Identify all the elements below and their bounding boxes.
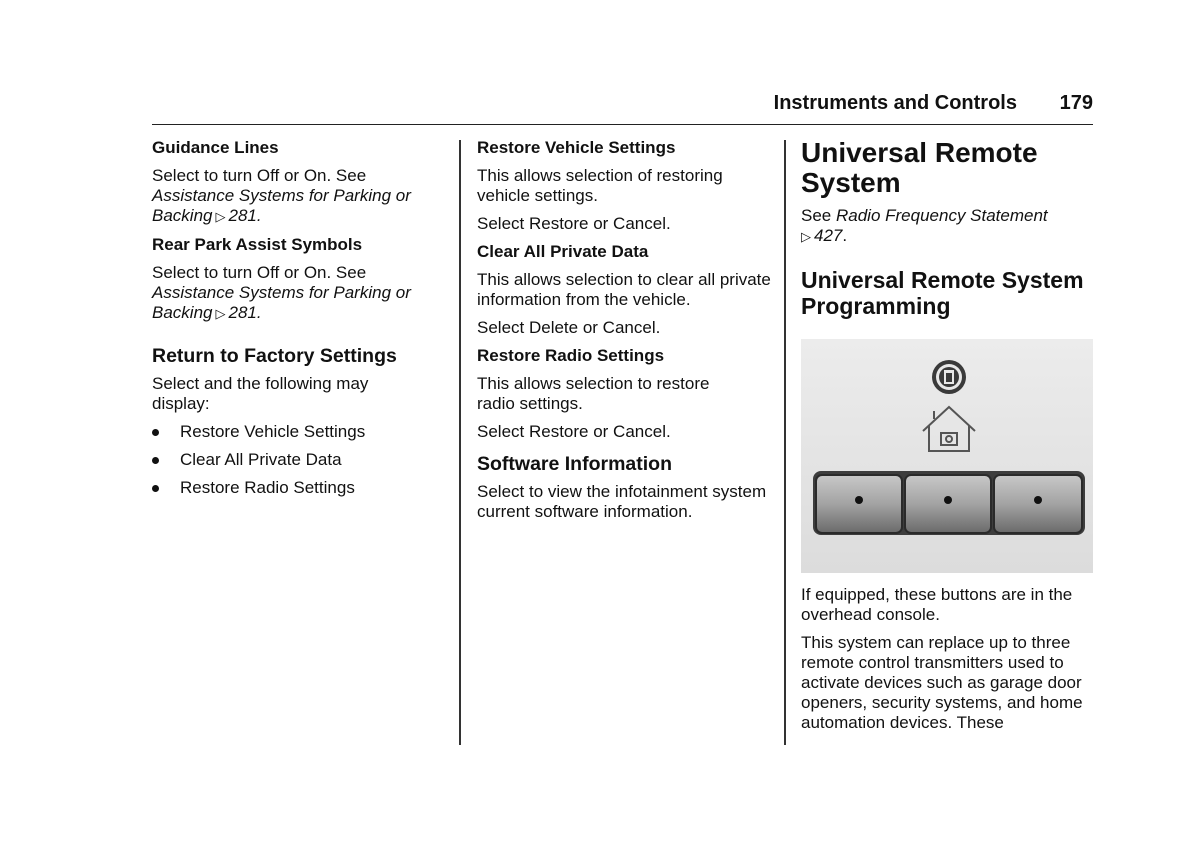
column-divider: [459, 140, 461, 745]
page-header: [152, 88, 1093, 125]
bullet-icon: [152, 457, 159, 464]
overhead-console-illustration: [801, 339, 1093, 573]
heading-software-information: Software Information: [477, 453, 673, 475]
restore-vehicle-text: This allows selection of restoring vehicle settings.: [477, 166, 723, 205]
see-reference: See Radio Frequency Statement ▷ 427.: [801, 206, 1048, 245]
clear-private-select: Select Delete or Cancel.: [477, 318, 661, 337]
bullet-icon: [152, 485, 159, 492]
remote-button-group: [813, 471, 1085, 535]
software-text: Select to view the infotainment system current software information.: [477, 482, 767, 521]
overhead-console-text: If equipped, these buttons are in the overhead console.: [801, 585, 1073, 624]
page-ref-icon: ▷: [215, 306, 226, 321]
section-title: Instruments and Controls: [773, 92, 1017, 114]
restore-radio-select: Select Restore or Cancel.: [477, 422, 671, 441]
subheading-restore-vehicle: Restore Vehicle Settings: [477, 138, 676, 157]
console-figure: [801, 339, 1093, 573]
column-divider: [784, 140, 786, 745]
subheading-clear-private-data: Clear All Private Data: [477, 242, 649, 261]
page-ref-icon: ▷: [215, 209, 226, 224]
guidance-lines-text: Select to turn Off or On. See Assistance Systems for Parking or Backing ▷ 281.: [152, 166, 411, 225]
column-right: [801, 138, 1093, 741]
list-item: Clear All Private Data: [152, 450, 442, 470]
list-item: Restore Vehicle Settings: [152, 422, 442, 442]
heading-universal-remote: Universal Remote System: [801, 137, 1038, 198]
subheading-rear-park-assist: Rear Park Assist Symbols: [152, 235, 363, 254]
heading-universal-remote-programming: Universal Remote System Programming: [801, 267, 1084, 319]
factory-list: [152, 422, 442, 498]
page-number: 179: [1059, 92, 1093, 114]
column-left: [152, 138, 442, 506]
subheading-guidance-lines: Guidance Lines: [152, 138, 279, 157]
list-item: Restore Radio Settings: [152, 478, 442, 498]
garage-remote-icon: [932, 360, 966, 394]
column-middle: [477, 138, 772, 530]
factory-intro: Select and the following may display:: [152, 374, 369, 413]
system-description-text: This system can replace up to three remote control transmitters used to activate devices such as garage door openers, security systems, and home automation devices. These: [801, 633, 1083, 732]
clear-private-text: This allows selection to clear all private information from the vehicle.: [477, 270, 771, 309]
rear-park-assist-text: Select to turn Off or On. See Assistance Systems for Parking or Backing ▷ 281.: [152, 263, 411, 322]
subheading-restore-radio: Restore Radio Settings: [477, 346, 665, 365]
page-ref-icon: ▷: [801, 229, 811, 244]
bullet-icon: [152, 429, 159, 436]
heading-return-factory-settings: Return to Factory Settings: [152, 345, 397, 367]
restore-radio-text: This allows selection to restore radio settings.: [477, 374, 710, 413]
restore-vehicle-select: Select Restore or Cancel.: [477, 214, 671, 233]
